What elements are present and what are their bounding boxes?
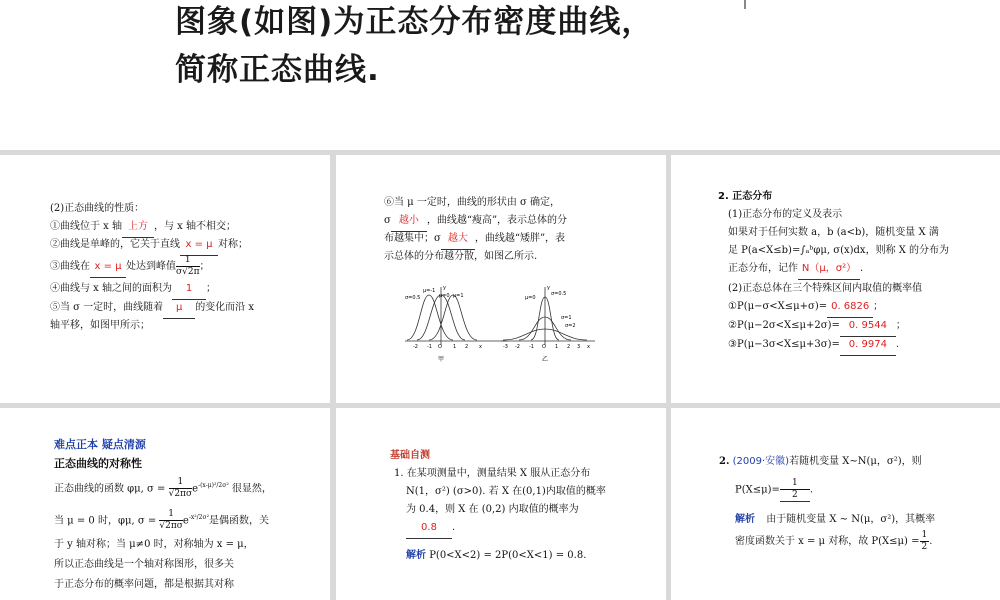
cursor-bar — [744, 0, 746, 9]
numerator: 1 — [780, 478, 810, 490]
text: ⑤当 σ 一定时，曲线随着 — [50, 302, 164, 313]
text: ③曲线在 — [50, 261, 90, 272]
slide-thumbnail-5[interactable] — [336, 408, 666, 600]
denominator: σ√2π — [176, 267, 200, 277]
question-source: (2009·安徽) — [732, 456, 790, 467]
label: σ=0.5 — [405, 295, 421, 301]
answer-blank: N（μ，σ²） — [798, 259, 860, 280]
label: μ=0 — [525, 295, 536, 301]
denominator: 2 — [792, 490, 798, 500]
property-6: ⑥当 μ 一定时，曲线的形状由 σ 确定， — [384, 197, 561, 208]
section-title: 2. 正态分布 — [718, 191, 773, 202]
answer-blank: x = μ — [90, 257, 126, 278]
denominator: √2πσ — [168, 489, 193, 500]
tick: O — [438, 344, 442, 350]
question-line-1: 1. 在某项测量中，测量结果 X 服从正态分布 — [394, 468, 591, 479]
answer-blank: 0. 6826 — [827, 297, 873, 318]
curve-mu-1 — [429, 295, 477, 340]
tick: -2 — [515, 344, 520, 350]
label: σ=1 — [561, 315, 572, 321]
tick: 2 — [465, 344, 469, 350]
text: ，曲线越“矮胖”，表 — [474, 233, 566, 244]
text: ，曲线越“瘦高”，表示总体的分 — [426, 215, 568, 226]
question-line-3: 为 0.4，则 X 在 (0,2) 内取值的概率为 — [406, 504, 579, 515]
slide-thumbnail-6[interactable] — [671, 408, 1000, 600]
text: . — [929, 536, 933, 547]
property-5-cont: 轴平移，如图甲所示； — [50, 320, 150, 331]
graph-yi — [499, 283, 599, 365]
solution-label: 解析 — [735, 514, 755, 525]
answer-blank: 1 — [172, 279, 206, 300]
formula-line-1 — [54, 476, 272, 500]
solution-text: P(0<X<2) = 2P(0<X<1) = 0.8. — [429, 550, 587, 561]
text: . — [809, 484, 814, 496]
tick: O — [542, 344, 546, 350]
numerator: 1 — [921, 530, 928, 540]
solution-label: 解析 — [406, 550, 426, 561]
subheading-1: (1)正态分布的定义及表示 — [728, 209, 843, 220]
solution-line-2 — [735, 530, 932, 553]
property-4 — [50, 279, 216, 300]
text: P(X≤μ)= — [735, 484, 780, 496]
slide-thumbnail-1[interactable] — [0, 155, 330, 403]
tick: -3 — [503, 344, 508, 350]
header-line-1: 图象(如图)为正态分布密度曲线， — [175, 4, 654, 40]
numerator: 1 — [176, 255, 200, 267]
text: 正态分布，记作 — [728, 263, 798, 274]
exponent: -(x-μ)²/2σ² — [198, 482, 229, 489]
slide-thumbnail-4[interactable] — [0, 408, 330, 600]
numerator: 1 — [159, 509, 183, 521]
text: ； — [206, 283, 216, 294]
question-line-2: N(1，σ²) (σ>0). 若 X 在(0,1)内取值的概率 — [406, 486, 606, 497]
text: ①P(μ−σ<X≤μ+σ)= — [728, 301, 828, 312]
tick: x — [587, 344, 590, 350]
text: . — [860, 263, 864, 274]
text-line-5: 于正态分布的概率问题，都是根据其对称 — [54, 579, 234, 590]
text: ④曲线与 x 轴之间的面积为 — [50, 283, 172, 294]
answer-blank: 上方 — [122, 217, 154, 238]
denominator: √2πσ — [159, 521, 183, 532]
property-3 — [50, 255, 210, 278]
tick: 3 — [577, 344, 581, 350]
question-line-2 — [735, 478, 813, 502]
text: ； — [873, 301, 884, 312]
label: μ=-1 — [423, 288, 436, 294]
text-line-4: 所以正态曲线是一个轴对称图形，很多关 — [54, 559, 234, 570]
tick: -1 — [529, 344, 534, 350]
label: μ=1 — [453, 293, 464, 299]
denominator: 2 — [921, 542, 928, 552]
text: ③P(μ−3σ<X≤μ+3σ)= — [728, 339, 840, 350]
text: 正态曲线的函数 φμ, σ = — [54, 483, 166, 495]
fraction — [920, 530, 933, 553]
caption: 乙 — [542, 356, 549, 363]
label: μ=0 — [439, 293, 450, 299]
text: . — [895, 339, 900, 350]
fraction — [159, 509, 183, 532]
heading: (2)正态曲线的性质： — [50, 203, 145, 214]
question-line-1 — [719, 452, 922, 472]
text: . — [452, 522, 456, 533]
text: ； — [199, 261, 210, 272]
tick: 1 — [555, 344, 559, 350]
definition-line-1: 如果对于任何实数 a，b (a<b)，随机变量 X 满 — [728, 227, 939, 238]
caption: 甲 — [438, 356, 445, 363]
label: σ=0.5 — [551, 291, 567, 297]
probability-3 — [728, 335, 899, 356]
text: 是偶函数，关 — [209, 515, 269, 527]
property-6-line4: 示总体的分布越分散，如图乙所示. — [384, 251, 538, 262]
formula-line-2 — [54, 508, 269, 532]
slide-header — [0, 0, 1000, 150]
tick: 2 — [567, 344, 571, 350]
tick: 1 — [453, 344, 457, 350]
text: 密度函数关于 x = μ 对称，故 P(X≤μ) = — [735, 536, 920, 547]
text: e — [182, 515, 189, 527]
answer-blank: 越小 — [391, 211, 427, 232]
text-line-3: 于 y 轴对称；当 μ≠0 时，对称轴为 x = μ， — [54, 539, 254, 550]
answer-blank: 0. 9974 — [840, 335, 896, 356]
topic-title: 正态曲线的对称性 — [54, 457, 142, 470]
probability-2 — [728, 316, 906, 337]
exponent: -x²/2σ² — [188, 514, 209, 521]
definition-line-2: 足 P(a<X≤b)=∫ₐᵇφμ, σ(x)dx，则称 X 的分布为 — [728, 245, 950, 256]
definition-line-3 — [728, 259, 863, 280]
text: ； — [895, 320, 906, 331]
peak-fraction — [176, 255, 200, 278]
text: 由于随机变量 X ∼ N(μ，σ²)，其概率 — [766, 514, 936, 525]
answer-blank: 越大 — [441, 229, 475, 250]
text: 的变化而沿 x — [195, 302, 255, 313]
numerator: 1 — [169, 477, 193, 489]
text: ②曲线是单峰的，它关于直线 — [50, 239, 180, 250]
section-heading: 基础自测 — [390, 450, 430, 461]
header-line-2: 简称正态曲线. — [175, 52, 380, 88]
y-label: y — [443, 285, 446, 291]
text: 处达到峰值 — [126, 261, 176, 272]
subheading-2: (2)正态总体在三个特殊区间内取值的概率值 — [728, 283, 923, 294]
text: ②P(μ−2σ<X≤μ+2σ)= — [728, 320, 840, 331]
tick: -1 — [427, 344, 432, 350]
slide-thumbnail-2[interactable] — [336, 155, 666, 403]
answer-blank: 0. 9544 — [840, 316, 896, 337]
graph-jia — [401, 283, 511, 365]
text: ，与 x 轴不相交； — [154, 221, 236, 232]
text: 对称； — [218, 239, 248, 250]
tick: -2 — [413, 344, 418, 350]
text: e — [192, 483, 199, 495]
text: ①曲线位于 x 轴 — [50, 221, 122, 232]
property-2 — [50, 235, 248, 256]
text: 很显然， — [231, 483, 272, 495]
text: 布越集中；σ — [384, 233, 441, 244]
answer-blank: 0.8 — [406, 518, 452, 539]
solution — [406, 546, 586, 566]
question-number: 2. — [719, 456, 730, 467]
probability-1 — [728, 297, 883, 318]
answer-blank: μ — [163, 298, 195, 319]
section-heading: 难点正本 疑点清源 — [54, 438, 146, 451]
question-answer — [406, 518, 455, 539]
text: σ — [384, 215, 391, 226]
slide-thumbnail-3[interactable] — [671, 155, 1000, 403]
fraction — [169, 477, 193, 500]
answer-fraction — [780, 478, 810, 502]
solution-line-1 — [735, 510, 935, 530]
tick: x — [479, 344, 482, 350]
y-label: y — [547, 285, 550, 291]
answer-blank: x = μ — [180, 235, 218, 256]
text: 若随机变量 X∼N(μ，σ²)，则 — [789, 456, 922, 467]
label: σ=2 — [565, 323, 576, 329]
text: 当 μ = 0 时，φμ, σ = — [54, 515, 157, 527]
